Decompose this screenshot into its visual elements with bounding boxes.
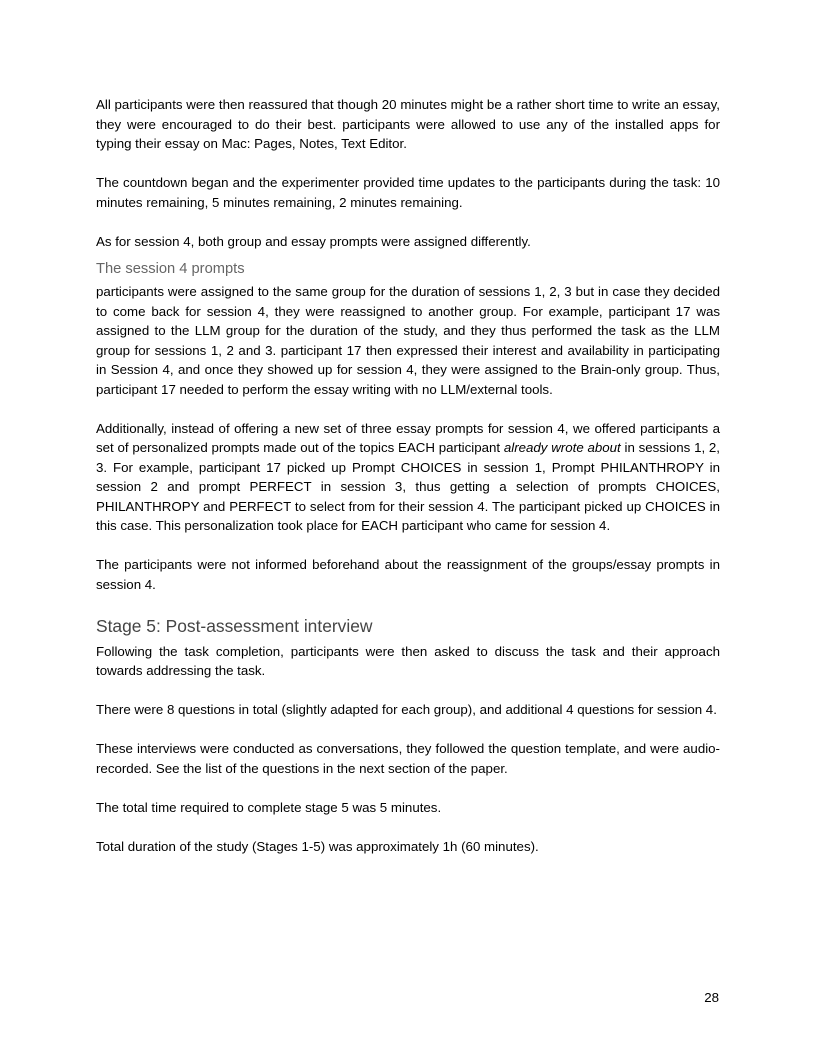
- paragraph-total-duration: Total duration of the study (Stages 1-5) was approximately 1h (60 minutes).: [96, 838, 539, 854]
- paragraph-stage5-duration: The total time required to complete stage 5 was 5 minutes.: [96, 799, 442, 815]
- paragraph-interview-format: These interviews were conducted as conversations, they followed the question template, and were audio-recorded. See the list of the questions in the next section of the paper.: [96, 741, 720, 776]
- stage5-heading: Stage 5: Post-assessment interview: [96, 615, 373, 636]
- paragraph-not-informed: The participants were not informed beforehand about the reassignment of the groups/essay prompts in session 4.: [96, 557, 720, 592]
- session4-prompts-heading: The session 4 prompts: [96, 261, 245, 277]
- paragraph-session4-intro: As for session 4, both group and essay prompts were assigned differently.: [96, 233, 531, 249]
- paragraph-group-reassignment: participants were assigned to the same group for the duration of sessions 1, 2, 3 but in case they decided to come back for session 4, they were reassigned to another group. For example, participant 17 was assigned to the LLM group for the duration of the study, and they thus performed the task as the LLM group for sessions 1, 2 and 3. participant 17 then expressed their interest and availability in participating in Session 4, and once they showed up for session 4, they were assigned to the Brain-only group. Thus, participant 17 needed to perform the essay writing with no LLM/external tools.: [96, 284, 720, 397]
- paragraph-question-count: There were 8 questions in total (slightly adapted for each group), and additional 4 questions for session 4.: [96, 702, 717, 717]
- paragraph-interview-intro: Following the task completion, participants were then asked to discuss the task and their approach towards addressing the task.: [96, 643, 720, 678]
- paragraph-personalized-prompts-part1: Additionally, instead of offering a new set of three essay prompts for session 4, we offered participants a set of personalized prompts made out of the topics EACH participant: [96, 420, 720, 455]
- paragraph-time-reassurance: All participants were then reassured that though 20 minutes might be a rather short time to write an essay, they were encouraged to do their best. participants were allowed to use any of the installed apps for typing their essay on Mac: Pages, Notes, Text Editor.: [96, 97, 720, 151]
- page-body: [96, 95, 720, 856]
- paragraph-countdown: The countdown began and the experimenter provided time updates to the participants during the task: 10 minutes remaining, 5 minutes remaining, 2 minutes remaining.: [96, 175, 720, 210]
- paragraph-personalized-prompts-part2: in sessions 1, 2, 3. For example, participant 17 picked up Prompt CHOICES in session 1, Prompt PHILANTHROPY in session 2 and prompt PERFECT in session 3, thus getting a selection of prompts CHOICES, PHILANTHROPY and PERFECT to select from for their session 4. The participant picked up CHOICES in this case. This personalization took place for EACH participant who came for session 4.: [96, 440, 721, 533]
- paragraph-personalized-prompts-emphasis: already wrote about: [503, 440, 621, 455]
- paragraph-personalized-prompts: [96, 419, 720, 536]
- page-number: 28: [704, 990, 719, 1005]
